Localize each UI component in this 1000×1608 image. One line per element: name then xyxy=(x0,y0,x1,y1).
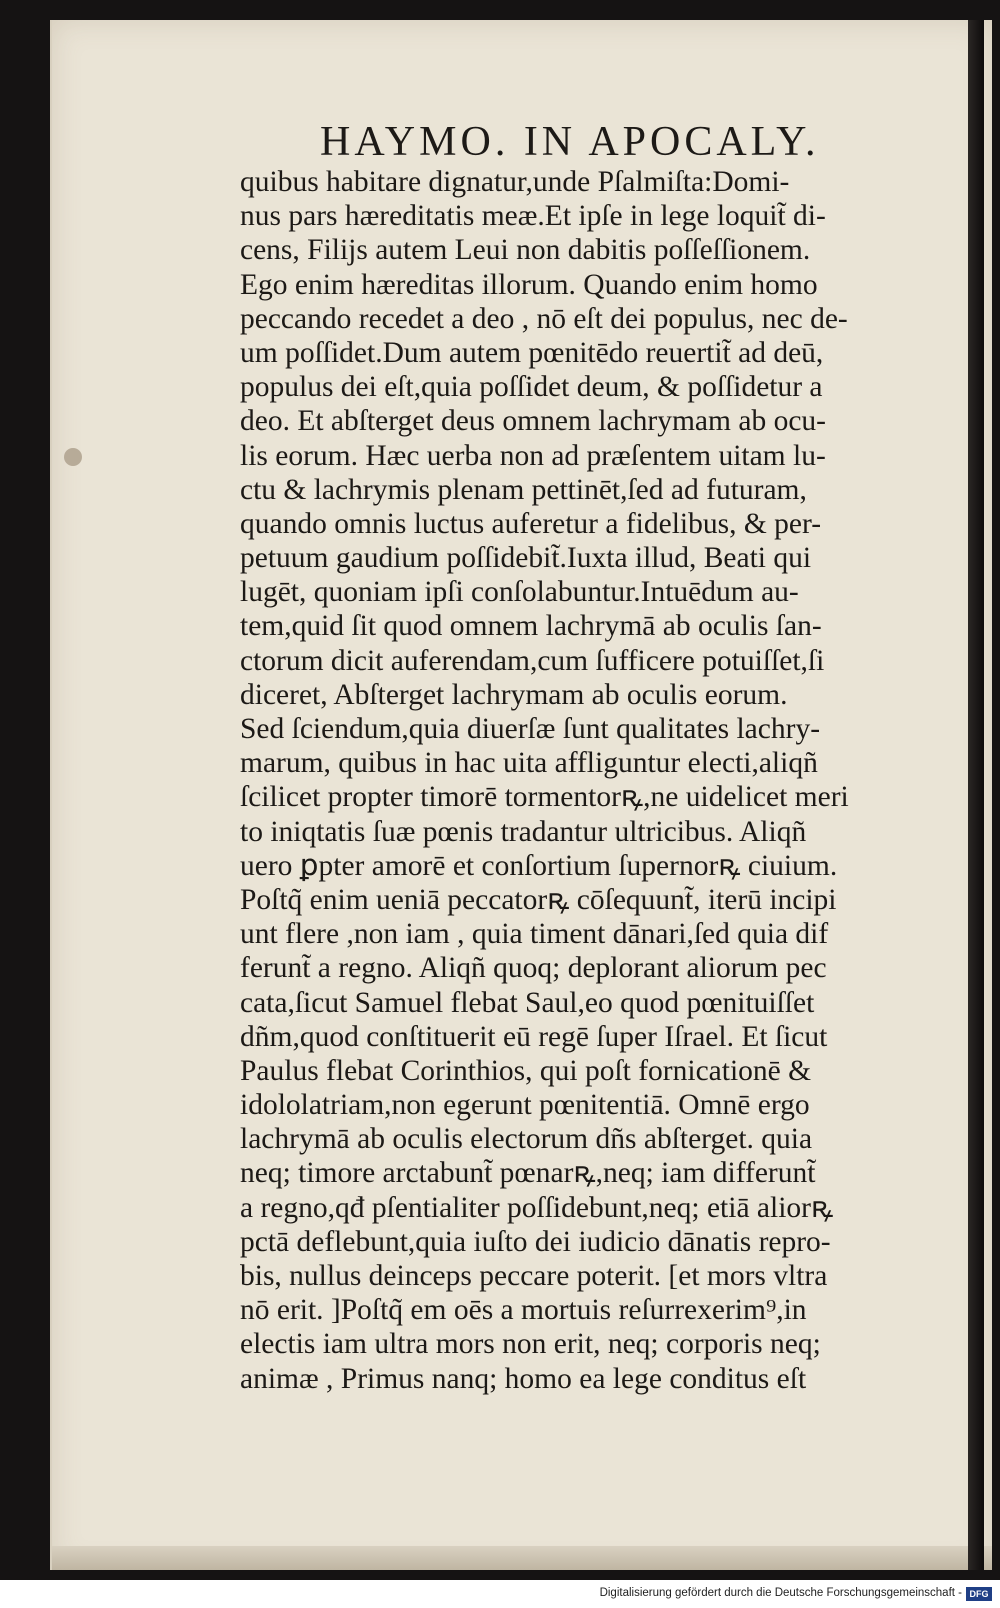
text-line: to iniqtatis ſuæ pœnis tradantur ultricibus. Aliqñ xyxy=(240,815,807,848)
dfg-logo: DFG xyxy=(966,1587,992,1601)
running-head: HAYMO. IN APOCALY. xyxy=(320,119,820,165)
text-line: Paulus flebat Corinthios, qui poſt fornicationē & xyxy=(240,1054,812,1087)
text-line: idololatriam,non egerunt pœnitentiā. Omnē ergo xyxy=(240,1089,810,1122)
text-line: a regno,qđ pſentialiter poſſidebunt,neq; etiā aliorꝶ xyxy=(240,1191,834,1224)
text-line: um poſſidet.Dum autem pœnitēdo reuertit̃ ad deū, xyxy=(240,336,824,369)
text-line: pctā deflebunt,quia iuſto dei iudicio dānatis repro- xyxy=(240,1225,831,1258)
text-line: animæ , Primus nanq; homo ea lege conditus eſt xyxy=(240,1362,807,1395)
text-line: ctu & lachrymis plenam pettinēt,ſed ad futuram, xyxy=(240,473,807,506)
text-line: Sed ſciendum,quia diuerſæ ſunt qualitates lachry- xyxy=(240,713,821,745)
text-line: diceret, Abſterget lachrymam ab oculis eorum. xyxy=(240,678,788,711)
footer-credit: Digitalisierung gefördert durch die Deutsche Forschungsgemeinschaft - xyxy=(599,1587,962,1599)
text-line: Poſtq̃ enim ueniā peccatorꝶ cōſequunt̃, iterū incipi xyxy=(240,883,837,916)
paper-stain xyxy=(64,448,82,466)
text-line: unt flere ,non iam , quia timent dānari,ſed quia dif xyxy=(240,918,829,951)
text-line: populus dei eſt,quia poſſidet deum, & poſſidetur a xyxy=(240,371,823,404)
text-line: lis eorum. Hæc uerba non ad præſentem uitam lu- xyxy=(240,439,826,472)
text-line: Ego enim hæreditas illorum. Quando enim homo xyxy=(240,268,818,301)
text-line: ſcilicet propter timorē tormentorꝶ,ne uidelicet meri xyxy=(240,781,849,814)
text-line: marum, quibus in hac uita affliguntur electi,aliqñ xyxy=(240,747,818,780)
text-line: ferunt̃ a regno. Aliqñ quoq; deplorant aliorum pec xyxy=(240,952,827,985)
text-line: petuum gaudium poſſidebit̃.Iuxta illud, Beati qui xyxy=(240,542,812,575)
text-line: cata,ſicut Samuel flebat Saul,eo quod pœnituiſſet xyxy=(240,986,815,1019)
body-text xyxy=(240,165,960,1396)
text-line: uero ꝑpter amorē et conſortium ſupernorꝶ ciuium. xyxy=(240,849,838,882)
text-line: quibus habitare dignatur,unde Pſalmiſta:Domi- xyxy=(240,166,790,198)
text-line: quando omnis luctus auferetur a fidelibus, & per- xyxy=(240,507,822,540)
text-line: nō erit. ]Poſtq̃ em oēs a mortuis reſurrexerim⁹,in xyxy=(240,1294,807,1327)
text-line: lachrymā ab oculis electorum dñs abſterget. quia xyxy=(240,1123,813,1156)
text-line: electis iam ultra mors non erit, neq; corporis neq; xyxy=(240,1328,821,1361)
text-line: ctorum dicit auferendam,cum ſufficere potuiſſet,ſi xyxy=(240,644,825,677)
text-line: bis, nullus deinceps peccare poterit. [et mors vltra xyxy=(240,1260,828,1292)
text-line: lugēt, quoniam ipſi conſolabuntur.Intuēdum au- xyxy=(240,576,799,609)
text-line: deo. Et abſterget deus omnem lachrymam ab ocu- xyxy=(240,405,826,438)
text-line: dñm,quod conſtituerit eū regē ſuper Iſrael. Et ſicut xyxy=(240,1020,828,1053)
text-line: tem,quid ſit quod omnem lachrymā ab oculis ſan- xyxy=(240,610,822,643)
text-line: neq; timore arctabunt̃ pœnarꝶ,neq; iam differunt̃ xyxy=(240,1157,816,1190)
page-edge-shadow xyxy=(968,20,984,1570)
text-line: peccando recedet a deo , nō eſt dei populus, nec de- xyxy=(240,302,848,335)
text-line: nus pars hæreditatis meæ.Et ipſe in lege loquit̃ di- xyxy=(240,200,826,233)
text-line: cens, Filijs autem Leui non dabitis poſſeſſionem. xyxy=(240,234,811,267)
